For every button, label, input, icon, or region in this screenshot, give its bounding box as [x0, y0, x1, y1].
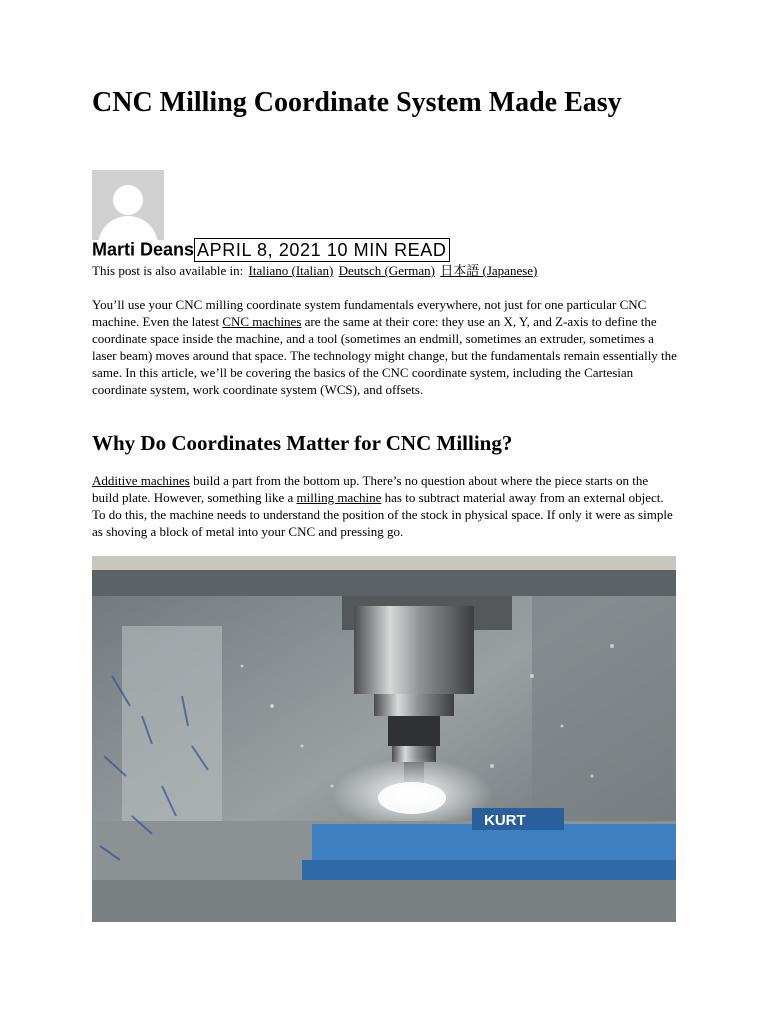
article-title: CNC Milling Coordinate System Made Easy — [92, 87, 622, 118]
milling-spindle-image — [92, 556, 676, 922]
default-avatar-icon — [92, 170, 164, 240]
section-text-2: has to subtract material away from an external object. To do this, the machine needs to understand the position of the stock in physical space. If only it were as simple as shoving a block of metal into your CNC and pressing go. — [92, 490, 673, 539]
lang-link-italian[interactable]: Italiano (Italian) — [248, 263, 334, 278]
intro-paragraph — [92, 296, 678, 398]
vise-brand-label: KURT — [484, 812, 526, 829]
milling-machine-link[interactable]: milling machine — [296, 490, 382, 505]
intro-text-2: are the same at their core: they use an X, Y, and Z-axis to define the coordinate space inside the machine, and a tool (sometimes an endmill, sometimes an extruder, sometimes a laser beam) moves around that space. The technology might change, but the fundamentals remain essentially the same. In this article, we’ll be covering the basics of the CNC coordinate system, including the Cartesian coordinate system, work coordinate system (WCS), and offsets. — [92, 314, 677, 397]
section-heading: Why Do Coordinates Matter for CNC Milling? — [92, 431, 513, 455]
lang-link-japanese[interactable]: 日本語 (Japanese) — [440, 263, 538, 278]
byline — [92, 238, 450, 262]
author-name[interactable]: Marti Deans — [92, 239, 195, 260]
cnc-machines-link[interactable]: CNC machines — [222, 314, 302, 329]
post-meta: APRIL 8, 2021 10 MIN READ — [194, 238, 449, 262]
section-paragraph — [92, 472, 678, 540]
cnc-milling-photo — [92, 556, 676, 922]
intro-text-1: You’ll use your CNC milling coordinate system fundamentals everywhere, not just for one particular CNC machine. Even the latest — [92, 297, 647, 329]
lang-link-german[interactable]: Deutsch (German) — [338, 263, 436, 278]
language-switcher — [92, 262, 537, 279]
language-prefix: This post is also available in: — [92, 263, 244, 278]
section-text-1: build a part from the bottom up. There’s no question about where the piece starts on the build plate. However, something like a — [92, 473, 649, 505]
additive-machines-link[interactable]: Additive machines — [92, 473, 190, 488]
author-avatar[interactable] — [92, 170, 164, 240]
